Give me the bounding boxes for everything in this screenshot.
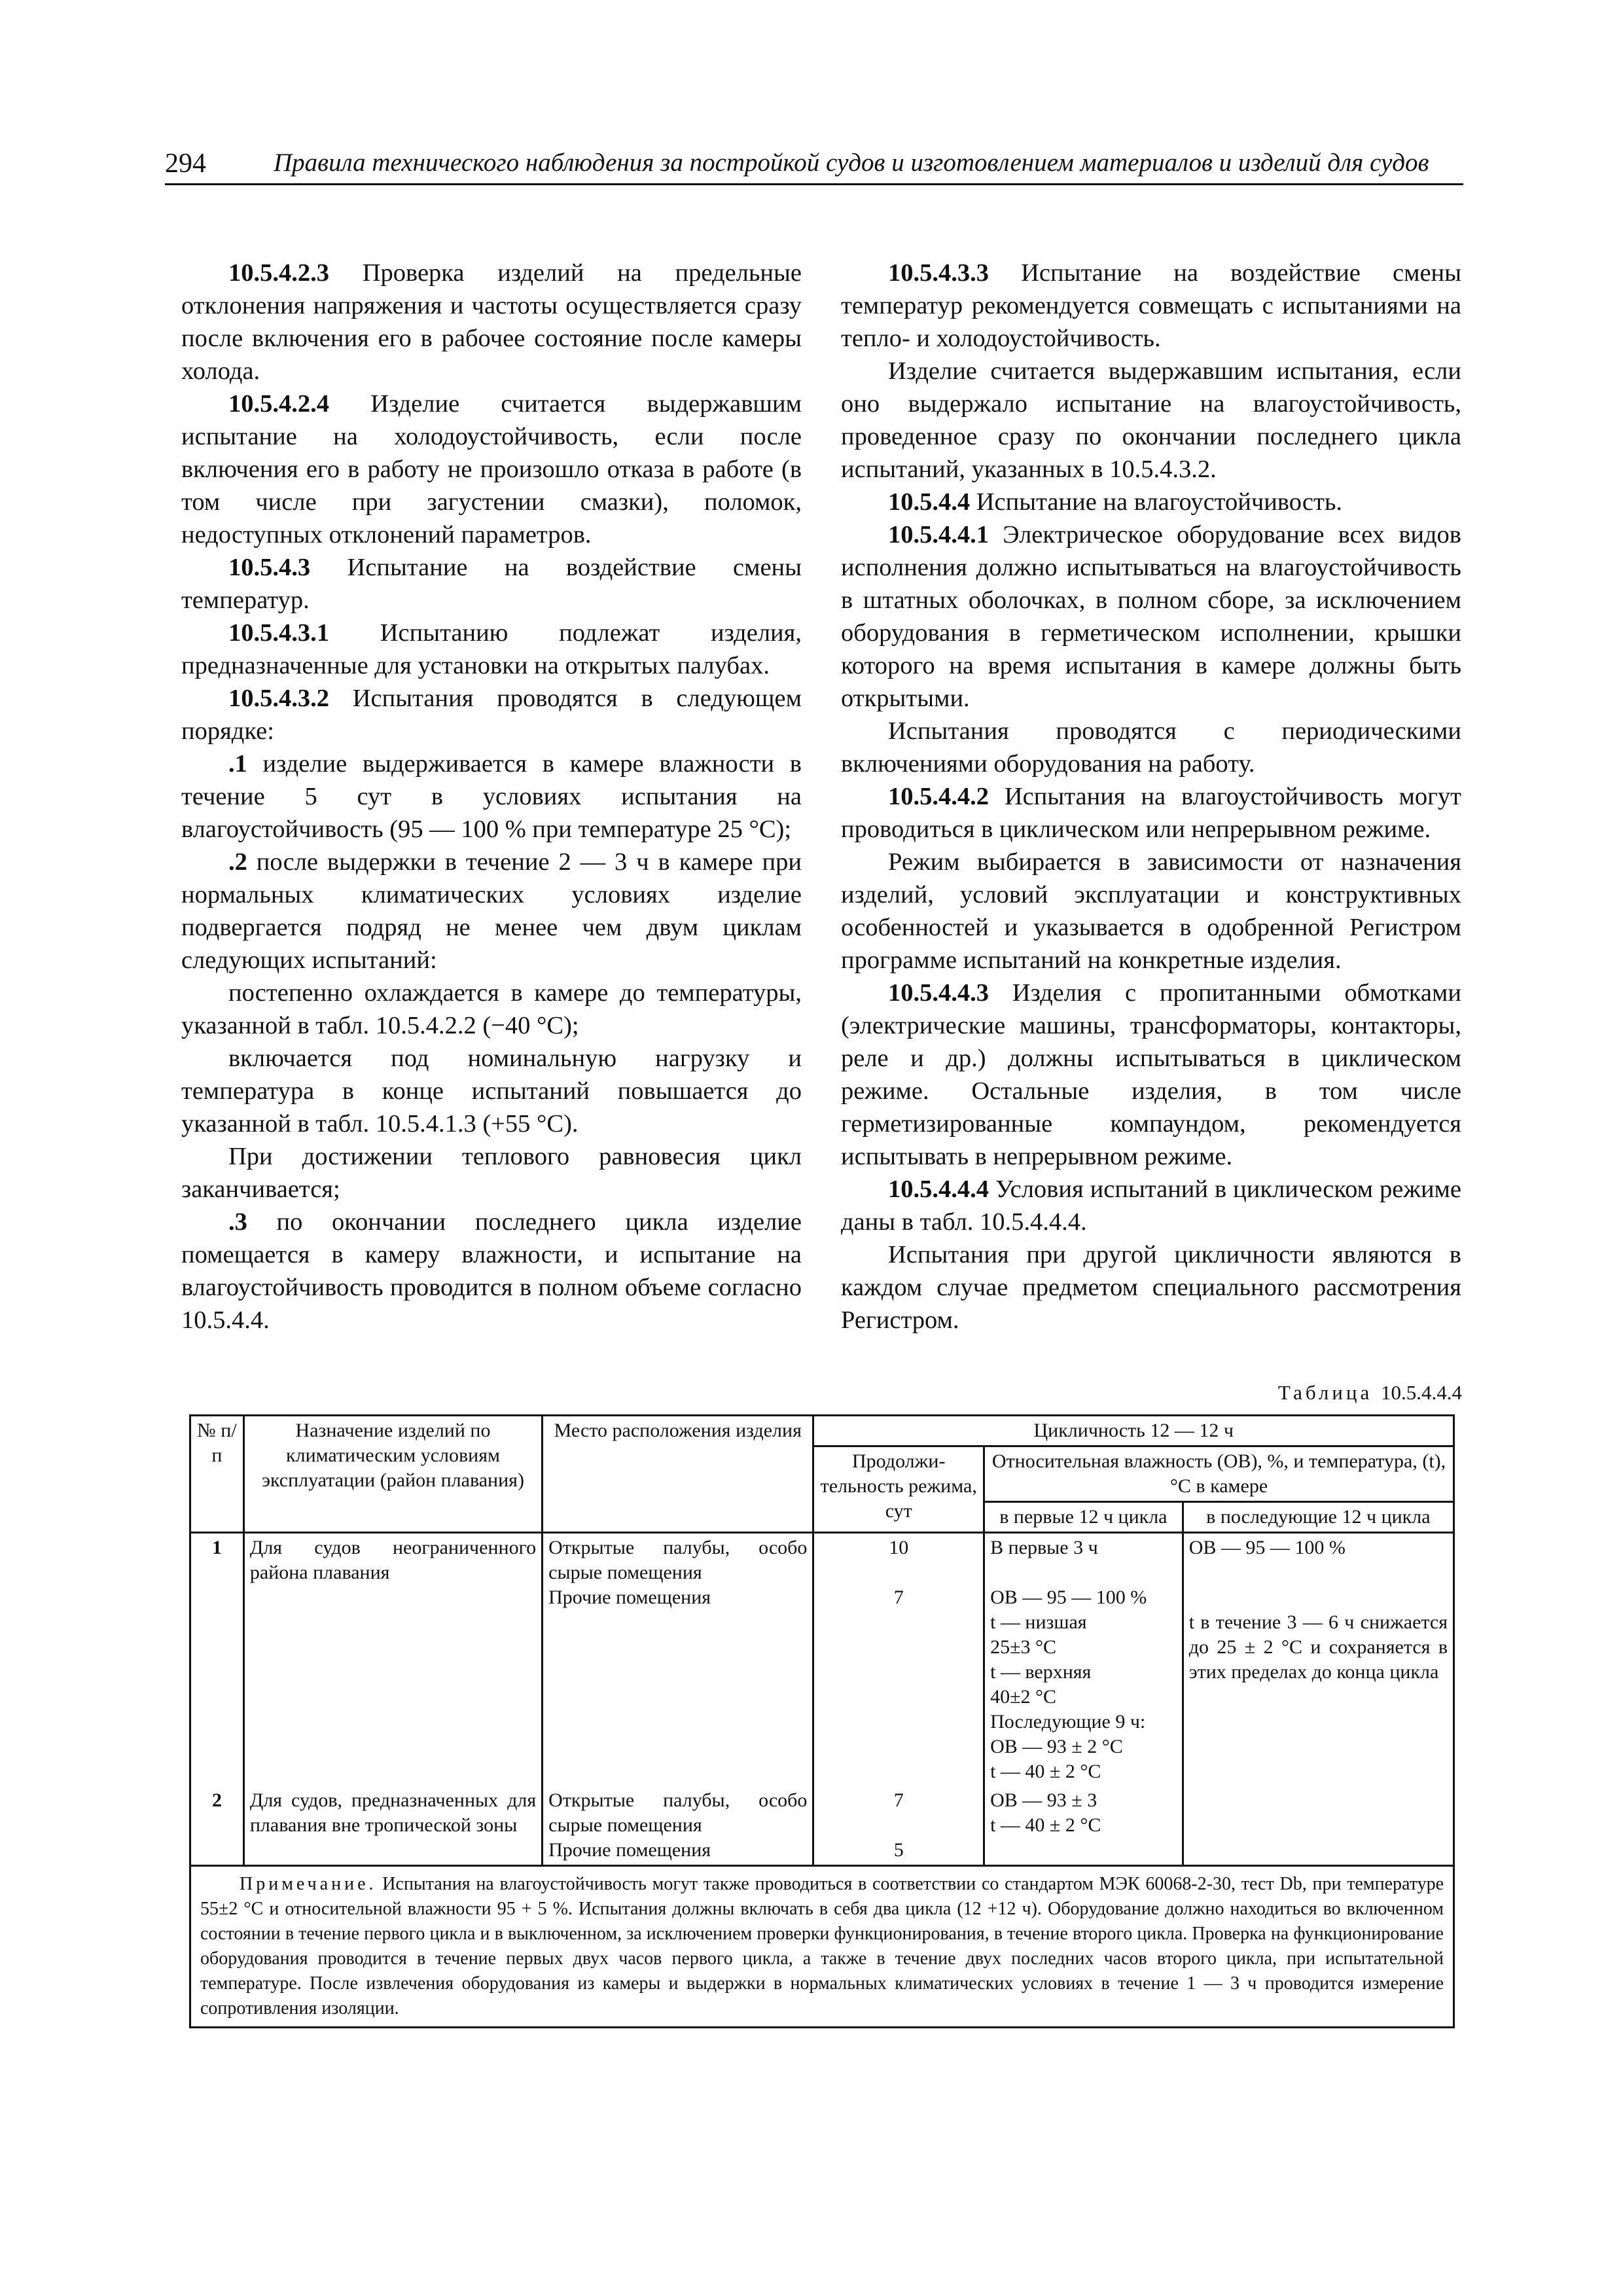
header-num: № п/п (190, 1416, 244, 1533)
paragraph: включается под номинальную нагрузку и температура в конце испытаний повышается до указанной в табл. 10.5.4.1.3 (+55 °C). (181, 1045, 802, 1138)
conditions-table (189, 1414, 1455, 2028)
paragraph: Изделие считается выдержавшим испытания, если оно выдержало испытание на влагоустойчивость, проведенное сразу по окончании последнего цикла испытаний, указанных в 10.5.4.3.2. (841, 357, 1461, 483)
paragraph: 10.5.4.4.1 Электрическое оборудование всех видов исполнения должно испытываться на влагоустойчивость в штатных оболочках, в полном сборе, за исключением оборудования в герметическом исполнении, крышки которого на время испытания в камере должны быть открытыми. (841, 521, 1461, 712)
paragraph: постепенно охлаждается в камере до температуры, указанной в табл. 10.5.4.2.2 (−40 °C); (181, 979, 802, 1039)
paragraph: Испытания при другой цикличности являются в каждом случае предметом специального рассмотрения Регистром. (841, 1241, 1461, 1334)
paragraph: 10.5.4.4.4 Условия испытаний в циклическом режиме даны в табл. 10.5.4.4.4. (841, 1175, 1461, 1236)
header-duration: Продолжи-тельность режима, сут (813, 1446, 984, 1533)
page-header (165, 143, 1463, 185)
paragraph: 10.5.4.4.2 Испытания на влагоустойчивость могут проводиться в циклическом или непрерывном режиме. (841, 783, 1461, 843)
table-note: Примечание. Испытания на влагоустойчивость могут также проводиться в соответствии со стандартом МЭК 60068-2-30, тест Db, при температуре 55±2 °C и относительной влажности 95 + 5 %. Испытания должны включать в себя два цикла (12 +12 ч). Оборудование должно находиться во включенном состоянии в течение первого цикла и в выключенном, за исключением проверки функционирования, в течение второго цикла. Проверка на функционирование оборудования проводится в течение первых двух часов первого цикла, а также в течение двух последних часов второго цикла, при испытательной температуре. После извлечения оборудования из камеры и выдержки в нормальных климатических условиях в течение 1 — 3 ч проводится измерение сопротивления изоляции. (190, 1866, 1454, 2028)
header-purpose: Назначение изделий по климатическим условиям эксплуатации (район плавания) (243, 1416, 542, 1533)
paragraph: 10.5.4.3.1 Испытанию подлежат изделия, предназначенные для установки на открытых палубах. (181, 619, 802, 679)
header-humidity: Относительная влажность (ОВ), %, и температура, (t), °C в камере (984, 1446, 1454, 1502)
table-row: 1 Для судов неограниченного района плавания Открытые палубы, особо сырые помещения Прочие помещения 10 7 В первые 3 ч ОВ — 95 — 100 % t — низшая 25±3 °C t — верхняя 40±2 °C Последующие 9 ч: ОВ — 93 ± 2 °C t — 40 ± 2 °C ОВ — 95 — 100 % t в течение 3 — 6 ч снижается до 25 ± 2 °C и сохраняется в этих пределах до конца цикла (190, 1533, 1454, 1787)
table-row: 2 Для судов, предназначенных для плавания вне тропической зоны Открытые палубы, особо сырые помещения Прочие помещения 7 5 ОВ — 93 ± 3 t — 40 ± 2 °C (190, 1786, 1454, 1866)
paragraph: 10.5.4.4.3 Изделия с пропитанными обмотками (электрические машины, трансформаторы, контакторы, реле и др.) должны испытываться в циклическом режиме. Остальные изделия, в том числе герметизированные компаундом, рекомендуется испытывать в непрерывном режиме. (841, 979, 1461, 1170)
paragraph: .3 по окончании последнего цикла изделие помещается в камеру влажности, и испытание на влагоустойчивость проводится в полном объеме согласно 10.5.4.4. (181, 1208, 802, 1334)
paragraph: 10.5.4.4 Испытание на влагоустойчивость. (888, 488, 1343, 516)
paragraph: Испытания проводятся с периодическими включениями оборудования на работу. (841, 717, 1461, 778)
paragraph: .2 после выдержки в течение 2 — 3 ч в камере при нормальных климатических условиях изделие подвергается подряд не менее чем двум циклам следующих испытаний: (181, 848, 802, 974)
page-number: 294 (165, 149, 206, 179)
paragraph: Режим выбирается в зависимости от назначения изделий, условий эксплуатации и конструктивных особенностей и указывается в одобренной Регистром программе испытаний на конкретные изделия. (841, 848, 1461, 974)
left-column (181, 257, 802, 1336)
paragraph: 10.5.4.3.2 Испытания проводятся в следующем порядке: (181, 685, 802, 745)
paragraph: 10.5.4.2.3 Проверка изделий на предельные отклонения напряжения и частоты осуществляется сразу после включения его в рабочее состояние после камеры холода. (181, 259, 802, 385)
paragraph: При достижении теплового равновесия цикл заканчивается; (181, 1143, 802, 1203)
paragraph: 10.5.4.3.3 Испытание на воздействие смены температур рекомендуется совмещать с испытаниями на тепло- и холодоустойчивость. (841, 259, 1461, 352)
header-next-12h: в последующие 12 ч цикла (1183, 1502, 1454, 1533)
paragraph: 10.5.4.2.4 Изделие считается выдержавшим испытание на холодоустойчивость, если после включения его в работу не произошло отказа в работе (в том числе при загустении смазки), поломок, недоступных отклонений параметров. (181, 390, 802, 548)
paragraph: 10.5.4.3 Испытание на воздействие смены температур. (181, 554, 802, 614)
paragraph: .1 изделие выдерживается в камере влажности в течение 5 сут в условиях испытания на влагоустойчивость (95 — 100 % при температуре 25 °C); (181, 750, 802, 843)
header-cyclicity: Цикличность 12 — 12 ч (813, 1416, 1454, 1446)
right-column (841, 257, 1461, 1336)
running-title: Правила технического наблюдения за постройкой судов и изготовлением материалов и изделий для судов (274, 149, 1429, 177)
table-caption: Таблица 10.5.4.4.4 (1277, 1381, 1462, 1404)
header-first-12h: в первые 12 ч цикла (984, 1502, 1183, 1533)
header-location: Место расположения изделия (543, 1416, 813, 1533)
